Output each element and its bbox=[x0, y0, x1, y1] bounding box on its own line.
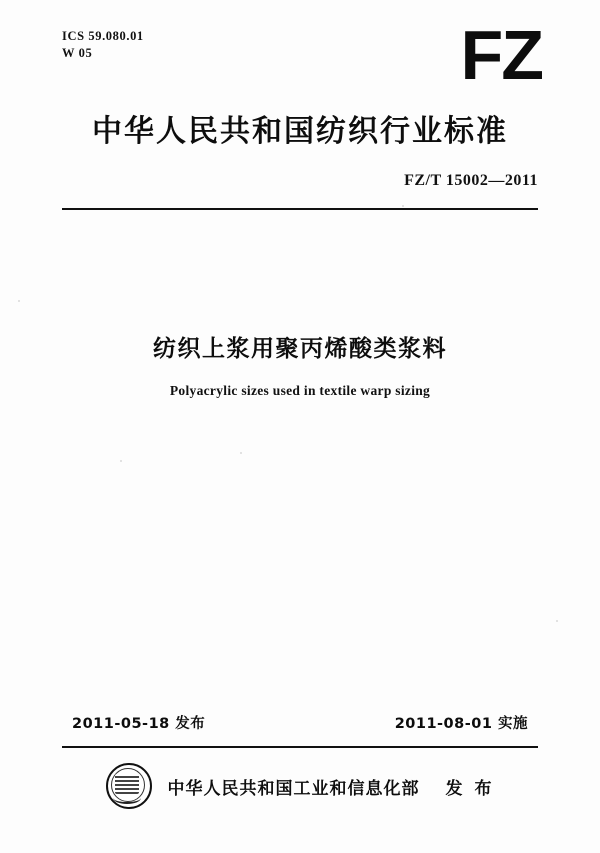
document-title-en: Polyacrylic sizes used in textile warp sizing bbox=[169, 383, 431, 398]
national-emblem-icon bbox=[106, 763, 152, 809]
scan-speck bbox=[556, 620, 558, 622]
scan-speck bbox=[120, 460, 122, 462]
footer-divider bbox=[62, 746, 538, 748]
publisher-row bbox=[0, 760, 600, 812]
fz-logo: FZ bbox=[460, 16, 542, 94]
issue-date: 2011-05-18 发布 bbox=[72, 716, 206, 732]
publisher-name: 中华人民共和国工业和信息化部 bbox=[167, 778, 420, 799]
publish-verb: 发 布 bbox=[445, 778, 495, 799]
ics-code: ICS 59.080.01 bbox=[62, 29, 144, 43]
standard-title-cn: 中华人民共和国纺织行业标准 bbox=[92, 114, 508, 149]
classification-code: W 05 bbox=[62, 46, 93, 60]
document-title-cn: 纺织上浆用聚丙烯酸类浆料 bbox=[153, 336, 447, 362]
scan-speck bbox=[402, 205, 404, 207]
scan-speck bbox=[240, 452, 242, 454]
standard-number: FZ/T 15002—2011 bbox=[404, 172, 538, 189]
header-divider bbox=[62, 208, 538, 210]
standard-codes bbox=[62, 28, 144, 62]
scan-speck bbox=[18, 300, 20, 302]
effective-date: 2011-08-01 实施 bbox=[394, 716, 528, 732]
